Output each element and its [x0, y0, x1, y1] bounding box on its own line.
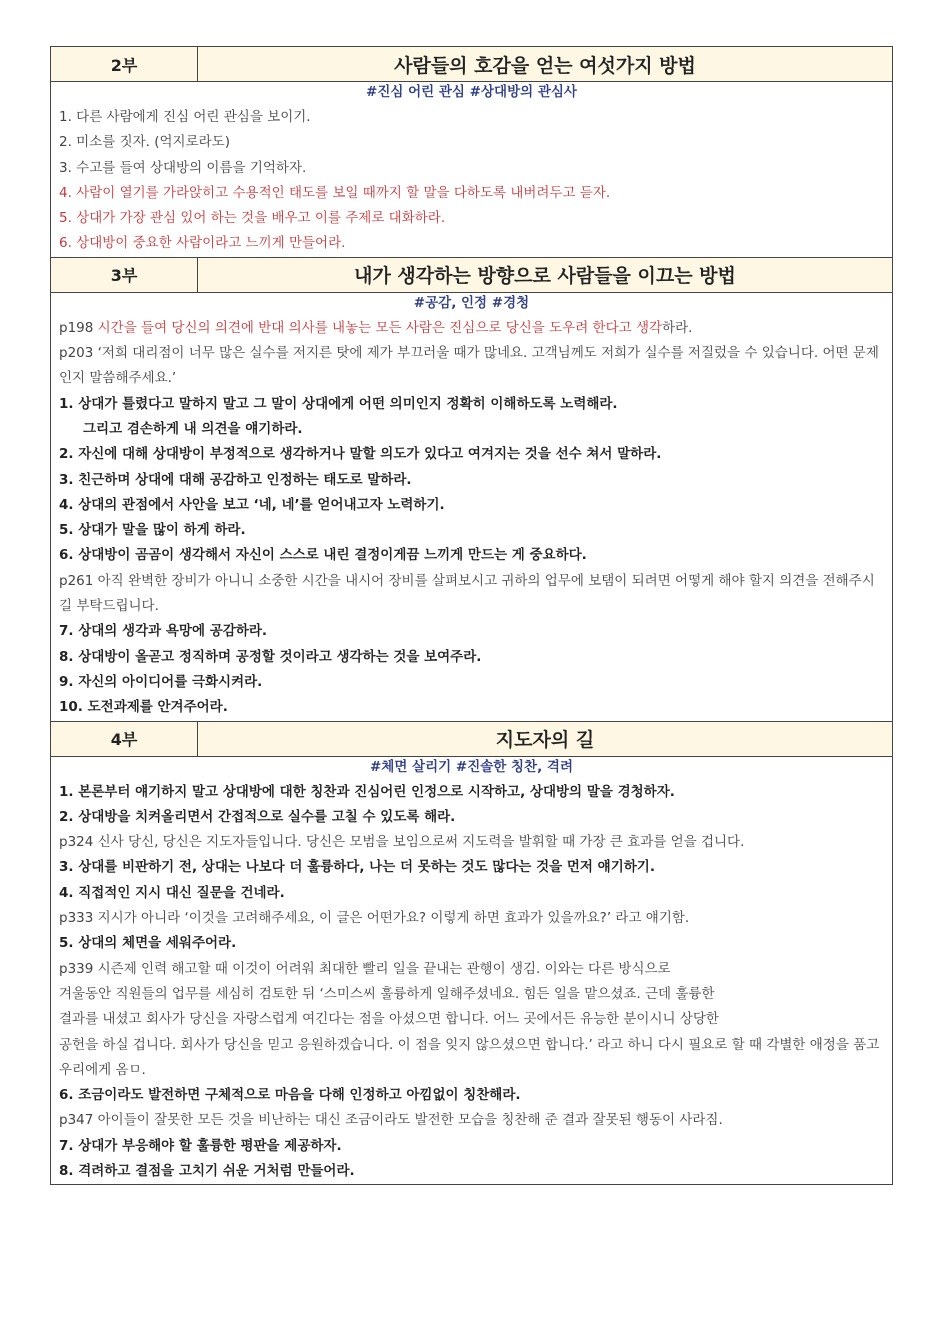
section-body [51, 757, 892, 1185]
list-item: 9. 자신의 아이디어를 극화시켜라. [59, 673, 263, 690]
quote-line: 공헌을 하실 겁니다. 회사가 당신을 믿고 응원하겠습니다. 이 점을 잊지 않으셨으면 합니다.’ 라고 하니 다시 필요로 할 때 각별한 애정을 품고 우리에게 옴ㅁ. [59, 1036, 880, 1078]
hashtags: #진심 어린 관심 #상대방의 관심사 [366, 84, 577, 100]
list-item: 1. 다른 사람에게 진심 어린 관심을 보이기. [59, 109, 311, 125]
list-item: 4. 상대의 관점에서 사안을 보고 ‘네, 네’를 얻어내고자 노력하기. [59, 496, 445, 513]
list-item: 2. 미소를 짓자. (억지로라도) [59, 134, 230, 151]
list-item: 3. 수고를 들여 상대방의 이름을 기억하자. [59, 159, 307, 176]
section-header [51, 721, 892, 757]
list-item: 1. 상대가 틀렸다고 말하지 말고 그 말이 상대에게 어떤 의미인지 정확히 이해하도록 노력해라. [59, 395, 618, 412]
list-item: 7. 상대의 생각과 욕망에 공감하라. [59, 623, 267, 640]
section-part4 [51, 721, 892, 1185]
page-ref: p198 [59, 319, 98, 336]
quote-line [59, 316, 884, 341]
section-title: 내가 생각하는 방향으로 사람들을 이끄는 방법 [354, 265, 736, 288]
list-item: 2. 자신에 대해 상대방이 부정적으로 생각하거나 말할 의도가 있다고 여겨지는 것을 선수 쳐서 말하라. [59, 446, 662, 463]
quote-line: 겨울동안 직원들의 업무를 세심히 검토한 뒤 ‘스미스씨 훌륭하게 일해주셨네요. 힘든 일을 맡으셨죠. 근데 훌륭한 [59, 985, 715, 1002]
quote-line: p261 아직 완벽한 장비가 아니니 소중한 시간을 내시어 장비를 살펴보시고 귀하의 업무에 보탬이 되려면 어떻게 해야 할지 의견을 전해주시길 부탁드립니다. [59, 572, 875, 615]
quote-line: p347 아이들이 잘못한 모든 것을 비난하는 대신 조금이라도 발전한 모습을 칭찬해 준 결과 잘못된 행동이 사라짐. [59, 1112, 723, 1129]
list-item: 1. 본론부터 얘기하지 말고 상대방에 대한 칭찬과 진심어린 인정으로 시작하고, 상대방의 말을 경청하자. [59, 783, 675, 800]
list-item: 8. 상대방이 올곧고 정직하며 공정할 것이라고 생각하는 것을 보여주라. [59, 648, 482, 665]
part-label: 2부 [51, 47, 198, 81]
section-part2 [51, 47, 892, 257]
list-item: 5. 상대가 말을 많이 하게 하라. [59, 522, 246, 539]
part-label: 4부 [51, 722, 198, 756]
quote-line: 결과를 내셨고 회사가 당신을 자랑스럽게 여긴다는 점을 아셨으면 합니다. 어느 곳에서든 유능한 분이시니 상당한 [59, 1011, 719, 1028]
section-body [51, 293, 892, 721]
quote-line: p339 시즌제 인력 해고할 때 이것이 어려워 최대한 빨리 일을 끝내는 관행이 생김. 이와는 다른 방식으로 [59, 960, 671, 977]
hashtags: #체면 살리기 #진솔한 칭찬, 격려 [369, 758, 574, 775]
list-item: 3. 친근하며 상대에 대해 공감하고 인정하는 태도로 말하라. [59, 471, 412, 488]
list-item: 4. 사람이 열기를 가라앉히고 수용적인 태도를 보일 때까지 할 말을 다하도록 내버려두고 듣자. [59, 184, 611, 201]
list-item: 6. 상대방이 중요한 사람이라고 느끼게 만들어라. [59, 235, 346, 252]
quote-line: p203 ‘저희 대리점이 너무 많은 실수를 저지른 탓에 제가 부끄러울 때가 많네요. 고객님께도 저희가 실수를 저질렀을 수 있습니다. 어떤 문제인지 말씀해주세요.’ [59, 345, 879, 387]
part-label: 3부 [51, 258, 198, 292]
list-item: 7. 상대가 부응해야 할 훌륭한 평판을 제공하자. [59, 1137, 342, 1154]
list-item: 3. 상대를 비판하기 전, 상대는 나보다 더 훌륭하다, 나는 더 못하는 것도 많다는 것을 먼저 얘기하기. [59, 859, 655, 876]
list-item: 8. 격려하고 결점을 고치기 쉬운 거처럼 만들어라. [59, 1162, 355, 1179]
section-header [51, 257, 892, 293]
list-item: 6. 상대방이 곰곰이 생각해서 자신이 스스로 내린 결정이게끔 느끼게 만드는 게 중요하다. [59, 547, 587, 564]
list-item: 10. 도전과제를 안겨주어라. [59, 699, 228, 716]
section-title: 지도자의 길 [495, 729, 595, 752]
list-item: 5. 상대의 체면을 세워주어라. [59, 935, 237, 952]
section-part3 [51, 257, 892, 721]
section-header [51, 47, 892, 82]
list-item-continuation: 그리고 겸손하게 내 의견을 얘기하라. [83, 420, 303, 437]
quote-line: p333 지시가 아니라 ‘이것을 고려해주세요, 이 글은 어떤가요? 이렇게 하면 효과가 있을까요?’ 라고 얘기함. [59, 910, 690, 927]
list-item: 5. 상대가 가장 관심 있어 하는 것을 배우고 이를 주제로 대화하라. [59, 210, 446, 227]
list-item: 2. 상대방을 치켜올리면서 간접적으로 실수를 고칠 수 있도록 해라. [59, 808, 456, 825]
highlight-text: 시간을 들여 당신의 의견에 반대 의사를 내놓는 모든 사람은 진심으로 당신을 도우려 한다고 생각 [97, 319, 663, 336]
document-table [50, 46, 893, 1185]
list-item: 4. 직접적인 지시 대신 질문을 건네라. [59, 884, 285, 901]
section-title: 사람들의 호감을 얻는 여섯가지 방법 [394, 54, 696, 77]
trailing-text: 하라. [662, 319, 693, 336]
hashtags: #공감, 인정 #경청 [413, 294, 530, 311]
section-body [51, 82, 892, 257]
quote-line: p324 신사 당신, 당신은 지도자들입니다. 당신은 모범을 보임으로써 지도력을 발휘할 때 가장 큰 효과를 얻을 겁니다. [59, 834, 745, 851]
list-item: 6. 조금이라도 발전하면 구체적으로 마음을 다해 인정하고 아낌없이 칭찬해라. [59, 1087, 521, 1104]
